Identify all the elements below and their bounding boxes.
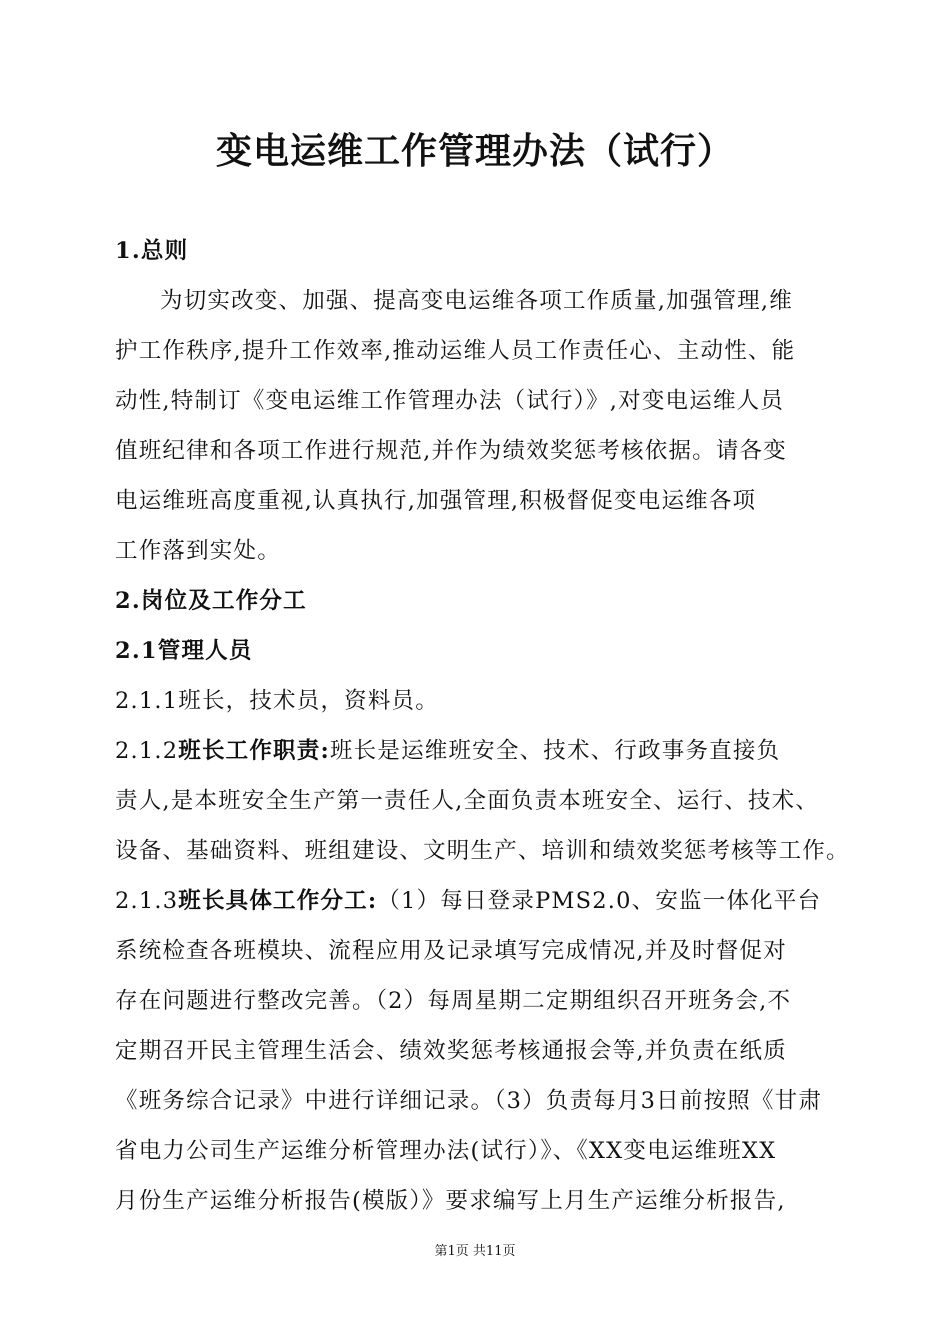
paragraph-line: 电运维班高度重视,认真执行,加强管理,积极督促变电运维各项 <box>115 488 757 514</box>
paragraph-line: 值班纪律和各项工作进行规范,并作为绩效奖惩考核依据。请各变 <box>115 438 787 464</box>
clause-number: 2.1.3 <box>115 888 179 914</box>
paragraph-line: 护工作秩序,提升工作效率,推动运维人员工作责任心、主动性、能 <box>115 338 796 364</box>
clause-2-1-2 <box>115 726 845 776</box>
paragraph-line: 省电力公司生产运维分析管理办法(试行）》、《XX变电运维班XX <box>115 1138 777 1164</box>
section-2-heading: 2.岗位及工作分工 <box>115 588 307 614</box>
paragraph-line: 工作落到实处。 <box>115 538 281 564</box>
clause-bold-label: 班长具体工作分工: <box>178 888 378 914</box>
section-2-1-heading: 2.1管理人员 <box>115 638 253 664</box>
paragraph-line: 定期召开民主管理生活会、绩效奖惩考核通报会等,并负责在纸质 <box>115 1038 787 1064</box>
paragraph-line: 为切实改变、加强、提高变电运维各项工作质量,加强管理,维 <box>160 288 793 314</box>
clause-bold-label: 班长工作职责: <box>178 738 330 764</box>
section-1-heading: 1.总则 <box>115 238 189 264</box>
clause-number: 2.1.2 <box>115 738 179 764</box>
document-title: 变电运维工作管理办法（试行） <box>215 130 734 172</box>
paragraph-line: 月份生产运维分析报告(模版）》要求编写上月生产运维分析报告, <box>115 1188 786 1214</box>
paragraph-line: 系统检查各班模块、流程应用及记录填写完成情况,并及时督促对 <box>115 938 787 964</box>
paragraph-line: 责人,是本班安全生产第一责任人,全面负责本班安全、运行、技术、 <box>115 788 820 814</box>
clause-2-1-3 <box>115 876 845 926</box>
clause-2-1-1: 2.1.1班长，技术员，资料员。 <box>115 688 439 714</box>
paragraph-line: 设备、基础资料、班组建设、文明生产、培训和绩效奖惩考核等工作。 <box>115 838 850 864</box>
clause-text: （1）每日登录PMS2.0、安监一体化平台 <box>377 888 822 914</box>
clause-text: 班长是运维班安全、技术、行政事务直接负 <box>329 738 781 764</box>
paragraph-line: 存在问题进行整改完善。（2）每周星期二定期组织召开班务会,不 <box>115 988 792 1014</box>
page-footer: 第1页 共11页 <box>434 1244 516 1259</box>
document-body <box>115 226 850 1226</box>
paragraph-line: 动性,特制订《变电运维工作管理办法（试行）》,对变电运维人员 <box>115 388 785 414</box>
paragraph-line: 《班务综合记录》中进行详细记录。（3）负责每月3日前按照《甘肃 <box>115 1088 823 1114</box>
